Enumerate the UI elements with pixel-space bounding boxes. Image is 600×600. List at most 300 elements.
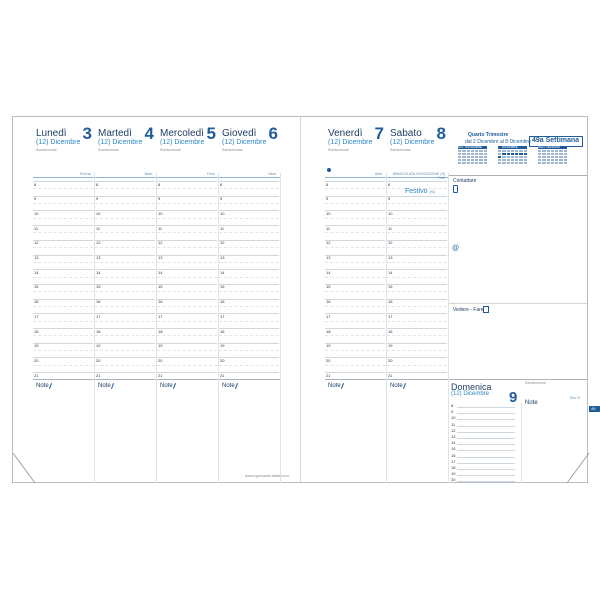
pen-icon xyxy=(341,383,344,389)
mini-calendar-day xyxy=(555,156,558,158)
hour-line[interactable] xyxy=(325,181,385,182)
friday-marker-dot xyxy=(327,168,331,172)
day-name: Martedì xyxy=(98,128,132,139)
mini-calendar-day xyxy=(484,159,487,161)
half-hour-line[interactable] xyxy=(95,350,155,351)
hour-line[interactable] xyxy=(95,343,155,344)
hour-line[interactable] xyxy=(157,196,217,197)
mini-calendar-day xyxy=(471,156,474,158)
hour-line[interactable] xyxy=(387,255,447,256)
hour-line[interactable] xyxy=(219,255,279,256)
half-hour-line[interactable] xyxy=(219,232,279,233)
half-hour-line[interactable] xyxy=(387,306,447,307)
half-hour-line[interactable] xyxy=(33,321,93,322)
hour-label: 18 xyxy=(96,328,101,334)
hour-line[interactable] xyxy=(95,255,155,256)
notes-divider xyxy=(219,379,281,380)
hour-line[interactable] xyxy=(387,240,447,241)
mini-calendar-day xyxy=(484,150,487,152)
hour-line[interactable] xyxy=(219,196,279,197)
half-hour-line[interactable] xyxy=(325,232,385,233)
hour-line[interactable] xyxy=(95,372,155,373)
half-hour-line[interactable] xyxy=(387,321,447,322)
day-saint: Amb. xyxy=(374,172,383,176)
hour-line[interactable] xyxy=(219,299,279,300)
hour-line[interactable] xyxy=(95,240,155,241)
day-number: 6 xyxy=(268,124,278,143)
half-hour-line[interactable] xyxy=(33,350,93,351)
sunday-hour-label: 17 xyxy=(451,458,456,464)
hour-label: 15 xyxy=(158,284,163,290)
half-hour-line[interactable] xyxy=(325,306,385,307)
hour-line[interactable] xyxy=(387,210,447,211)
mini-calendar-day xyxy=(547,159,550,161)
mini-calendar-day xyxy=(458,156,461,158)
half-hour-line[interactable] xyxy=(95,365,155,366)
hour-line[interactable] xyxy=(157,240,217,241)
half-hour-line[interactable] xyxy=(325,262,385,263)
day-sub: Sorriso/nome xyxy=(36,148,57,152)
half-hour-line[interactable] xyxy=(219,188,279,189)
day-date: (12) Dicembre xyxy=(222,139,267,146)
hour-line[interactable] xyxy=(157,357,217,358)
hour-line[interactable] xyxy=(325,240,385,241)
half-hour-line[interactable] xyxy=(325,188,385,189)
half-hour-line[interactable] xyxy=(33,365,93,366)
hour-line[interactable] xyxy=(325,328,385,329)
hour-label: 14 xyxy=(388,269,393,275)
mini-calendar-day xyxy=(471,159,474,161)
mini-calendar-day xyxy=(538,159,541,161)
hour-label: 20 xyxy=(388,357,393,363)
mini-calendar-day xyxy=(462,162,465,164)
half-hour-line[interactable] xyxy=(157,365,217,366)
day-name: Lunedì xyxy=(36,128,67,139)
week-tab[interactable] xyxy=(589,406,600,412)
mini-calendar-day xyxy=(462,153,465,155)
hour-line[interactable] xyxy=(325,313,385,314)
sunday-hour-line[interactable] xyxy=(457,419,515,420)
hour-label: 18 xyxy=(326,328,331,334)
mini-calendar-day xyxy=(458,153,461,155)
hour-line[interactable] xyxy=(219,240,279,241)
sunday-hour-line[interactable] xyxy=(457,475,515,476)
spine xyxy=(300,117,301,482)
mini-calendar-day xyxy=(462,156,465,158)
hour-line[interactable] xyxy=(33,372,93,373)
sunday-hour-line[interactable] xyxy=(457,444,515,445)
half-hour-line[interactable] xyxy=(219,321,279,322)
hour-line[interactable] xyxy=(325,284,385,285)
half-hour-line[interactable] xyxy=(33,218,93,219)
mini-calendar-day xyxy=(484,162,487,164)
hour-line[interactable] xyxy=(33,269,93,270)
half-hour-line[interactable] xyxy=(219,277,279,278)
hour-line[interactable] xyxy=(325,269,385,270)
hour-line[interactable] xyxy=(95,284,155,285)
hour-line[interactable] xyxy=(157,313,217,314)
sunday-hour-label: 18 xyxy=(451,465,456,470)
half-hour-line[interactable] xyxy=(95,188,155,189)
half-hour-line[interactable] xyxy=(387,262,447,263)
half-hour-line[interactable] xyxy=(325,335,385,336)
half-hour-line[interactable] xyxy=(95,262,155,263)
hour-line[interactable] xyxy=(157,269,217,270)
mini-calendar-day xyxy=(542,162,545,164)
day-date: (12) Dicembre xyxy=(36,139,81,146)
mini-calendar-day xyxy=(515,162,518,164)
hour-line[interactable] xyxy=(95,196,155,197)
sunday-hour-line[interactable] xyxy=(457,463,515,464)
hour-line[interactable] xyxy=(325,299,385,300)
half-hour-line[interactable] xyxy=(387,218,447,219)
hour-line[interactable] xyxy=(325,210,385,211)
mini-calendar-day xyxy=(559,150,562,152)
hour-line[interactable] xyxy=(95,269,155,270)
hour-label: 16 xyxy=(96,299,101,305)
quarter-range: dal 2 Dicembre al 8 Dicembre xyxy=(465,139,531,145)
half-hour-line[interactable] xyxy=(325,247,385,248)
hour-line[interactable] xyxy=(95,299,155,300)
half-hour-line[interactable] xyxy=(219,291,279,292)
half-hour-line[interactable] xyxy=(219,365,279,366)
hour-line[interactable] xyxy=(95,225,155,226)
sunday-hour-line[interactable] xyxy=(457,438,515,439)
mini-calendar-day xyxy=(471,150,474,152)
hour-label: 14 xyxy=(158,269,163,275)
hour-line[interactable] xyxy=(33,196,93,197)
sunday-hour-line[interactable] xyxy=(457,413,515,414)
hour-line[interactable] xyxy=(157,181,217,182)
hour-line[interactable] xyxy=(219,269,279,270)
mini-calendar-day xyxy=(479,159,482,161)
half-hour-line[interactable] xyxy=(157,218,217,219)
hour-label: 10 xyxy=(326,210,331,216)
day-date: (12) Dicembre xyxy=(390,139,435,146)
hour-line[interactable] xyxy=(33,225,93,226)
hour-line[interactable] xyxy=(325,255,385,256)
hour-line[interactable] xyxy=(387,313,447,314)
hour-line[interactable] xyxy=(157,225,217,226)
hour-label: 18 xyxy=(34,328,39,334)
hour-line[interactable] xyxy=(219,313,279,314)
hour-line[interactable] xyxy=(33,357,93,358)
notes-divider xyxy=(325,379,387,380)
hour-label: 20 xyxy=(34,357,39,363)
festivo-label xyxy=(405,188,435,195)
hour-label: 21 xyxy=(388,372,393,378)
hour-line[interactable] xyxy=(387,269,447,270)
footer-url: www.quovadis-italia.com xyxy=(245,473,289,478)
sunday-number: 9 xyxy=(509,389,518,406)
sunday-hour-label: 10 xyxy=(451,415,456,421)
day-sub: Sorriso/nome xyxy=(160,148,181,152)
mini-calendar-day xyxy=(511,162,514,164)
half-hour-line[interactable] xyxy=(219,247,279,248)
half-hour-line[interactable] xyxy=(387,247,447,248)
half-hour-line[interactable] xyxy=(219,218,279,219)
day-sub: Sorriso/nome xyxy=(390,148,411,152)
notes-divider xyxy=(157,379,219,380)
day-saint: IMMACOLATA CONCEZIONE (S) xyxy=(392,172,445,176)
mini-calendar-day xyxy=(502,153,505,155)
hour-label: 19 xyxy=(326,343,331,349)
hour-line[interactable] xyxy=(33,284,93,285)
half-hour-line[interactable] xyxy=(95,291,155,292)
hour-line[interactable] xyxy=(95,313,155,314)
half-hour-line[interactable] xyxy=(157,306,217,307)
hour-line[interactable] xyxy=(95,328,155,329)
mini-calendar-day xyxy=(547,156,550,158)
hour-line[interactable] xyxy=(95,357,155,358)
mini-calendar-day xyxy=(507,159,510,161)
hour-line[interactable] xyxy=(387,181,447,182)
sunday-hour-label: 8 xyxy=(451,403,454,408)
half-hour-line[interactable] xyxy=(325,350,385,351)
half-hour-line[interactable] xyxy=(157,247,217,248)
hour-line[interactable] xyxy=(157,328,217,329)
half-hour-line[interactable] xyxy=(157,350,217,351)
hour-line[interactable] xyxy=(387,343,447,344)
half-hour-line[interactable] xyxy=(387,203,447,204)
mini-calendar-day xyxy=(475,156,478,158)
half-hour-line[interactable] xyxy=(95,203,155,204)
hour-label: 13 xyxy=(326,255,331,260)
half-hour-line[interactable] xyxy=(33,306,93,307)
hour-label: 17 xyxy=(96,313,101,319)
hour-label: 8 xyxy=(96,181,99,187)
day-saint: Barb. xyxy=(144,172,153,176)
hour-line[interactable] xyxy=(219,372,279,373)
half-hour-line[interactable] xyxy=(95,218,155,219)
half-hour-line[interactable] xyxy=(387,350,447,351)
half-hour-line[interactable] xyxy=(325,218,385,219)
half-hour-line[interactable] xyxy=(33,203,93,204)
note-icon xyxy=(483,306,489,313)
mini-calendar-day xyxy=(519,159,522,161)
half-hour-line[interactable] xyxy=(95,306,155,307)
half-hour-line[interactable] xyxy=(95,247,155,248)
half-hour-line[interactable] xyxy=(157,291,217,292)
hour-line[interactable] xyxy=(387,196,447,197)
mini-calendar-day xyxy=(524,162,527,164)
hour-line[interactable] xyxy=(33,255,93,256)
day-column-left-1 xyxy=(95,117,157,483)
notes-label: Note xyxy=(328,383,341,389)
half-hour-line[interactable] xyxy=(95,277,155,278)
half-hour-line[interactable] xyxy=(157,335,217,336)
hour-label: 18 xyxy=(158,328,163,334)
half-hour-line[interactable] xyxy=(387,277,447,278)
sunday-hour-label: 13 xyxy=(451,434,456,439)
day-number: 8 xyxy=(436,124,446,143)
hour-line[interactable] xyxy=(157,343,217,344)
mini-calendar-day xyxy=(467,153,470,155)
sunday-hour-line[interactable] xyxy=(457,432,515,433)
hour-label: 13 xyxy=(388,255,393,260)
half-hour-line[interactable] xyxy=(95,335,155,336)
hour-line[interactable] xyxy=(33,328,93,329)
notes-label: Note xyxy=(390,383,403,389)
hour-label: 14 xyxy=(220,269,225,275)
half-hour-line[interactable] xyxy=(325,365,385,366)
sunday-hour-line[interactable] xyxy=(457,481,515,482)
vedere-label: Vedere - Fare xyxy=(453,307,484,313)
day-header-line xyxy=(157,177,219,178)
half-hour-line[interactable] xyxy=(33,188,93,189)
half-hour-line[interactable] xyxy=(33,291,93,292)
hour-label: 18 xyxy=(220,328,225,334)
hour-line[interactable] xyxy=(219,181,279,182)
sunday-notes-label: Note xyxy=(525,400,538,406)
hour-label: 16 xyxy=(388,299,393,305)
sunday-hour-line[interactable] xyxy=(457,426,515,427)
half-hour-line[interactable] xyxy=(33,277,93,278)
half-hour-line[interactable] xyxy=(33,247,93,248)
mini-calendar-day xyxy=(471,153,474,155)
half-hour-line[interactable] xyxy=(157,188,217,189)
mini-calendar-day xyxy=(515,153,518,155)
half-hour-line[interactable] xyxy=(219,350,279,351)
hour-line[interactable] xyxy=(219,225,279,226)
half-hour-line[interactable] xyxy=(95,321,155,322)
hour-label: 9 xyxy=(388,196,391,202)
half-hour-line[interactable] xyxy=(387,291,447,292)
hour-line[interactable] xyxy=(325,357,385,358)
hour-line[interactable] xyxy=(219,328,279,329)
half-hour-line[interactable] xyxy=(325,277,385,278)
day-sub: Sorriso/nome xyxy=(222,148,243,152)
hour-line[interactable] xyxy=(157,210,217,211)
half-hour-line[interactable] xyxy=(219,335,279,336)
half-hour-line[interactable] xyxy=(157,232,217,233)
hour-label: 15 xyxy=(326,284,331,290)
half-hour-line[interactable] xyxy=(33,232,93,233)
week-tab-label: 49 xyxy=(591,406,596,411)
half-hour-line[interactable] xyxy=(219,306,279,307)
mini-calendar-day xyxy=(458,159,461,161)
hour-line[interactable] xyxy=(387,284,447,285)
hour-label: 19 xyxy=(220,343,225,349)
notes-divider xyxy=(95,379,157,380)
mini-calendar-day xyxy=(538,153,541,155)
hour-line[interactable] xyxy=(157,255,217,256)
half-hour-line[interactable] xyxy=(325,291,385,292)
half-hour-line[interactable] xyxy=(157,321,217,322)
hour-line[interactable] xyxy=(325,372,385,373)
pen-icon xyxy=(235,383,238,389)
hour-line[interactable] xyxy=(387,357,447,358)
half-hour-line[interactable] xyxy=(157,203,217,204)
hour-line[interactable] xyxy=(33,299,93,300)
mini-calendar-day xyxy=(515,150,518,152)
mini-calendar-day xyxy=(507,150,510,152)
sunday-hour-line[interactable] xyxy=(457,450,515,451)
mini-calendar-day xyxy=(462,159,465,161)
hour-line[interactable] xyxy=(387,299,447,300)
half-hour-line[interactable] xyxy=(95,232,155,233)
day-name: Venerdì xyxy=(328,128,363,139)
hour-line[interactable] xyxy=(157,372,217,373)
contattare-label: Contattare xyxy=(453,178,477,184)
mini-calendar-day xyxy=(479,150,482,152)
hour-line[interactable] xyxy=(219,210,279,211)
hour-label: 21 xyxy=(96,372,101,378)
hour-line[interactable] xyxy=(325,196,385,197)
day-column-left-0 xyxy=(33,117,95,483)
sunday-hour-line[interactable] xyxy=(457,457,515,458)
half-hour-line[interactable] xyxy=(33,262,93,263)
sunday-hour-label: 19 xyxy=(451,471,456,477)
sunday-hour-line[interactable] xyxy=(457,469,515,470)
mini-calendar-day xyxy=(555,153,558,155)
hour-line[interactable] xyxy=(325,343,385,344)
mini-calendar-day xyxy=(524,159,527,161)
half-hour-line[interactable] xyxy=(325,203,385,204)
sunday-hour-label: 9 xyxy=(451,409,454,415)
hour-line[interactable] xyxy=(157,284,217,285)
hour-line[interactable] xyxy=(219,284,279,285)
mini-calendar-december-label: DICEMBRE xyxy=(502,145,518,149)
hour-label: 16 xyxy=(34,299,39,305)
day-sub: Sorriso/nome xyxy=(98,148,119,152)
mini-calendar-day xyxy=(484,153,487,155)
half-hour-line[interactable] xyxy=(387,335,447,336)
half-hour-line[interactable] xyxy=(387,365,447,366)
hour-line[interactable] xyxy=(219,343,279,344)
mini-calendar-december xyxy=(498,146,527,176)
pen-icon xyxy=(49,383,52,389)
hour-label: 12 xyxy=(220,240,225,246)
sunday-hour-line[interactable] xyxy=(457,407,515,408)
day-column-left-2 xyxy=(157,117,219,483)
hour-line[interactable] xyxy=(157,299,217,300)
hour-line[interactable] xyxy=(33,313,93,314)
hour-line[interactable] xyxy=(33,343,93,344)
half-hour-line[interactable] xyxy=(219,262,279,263)
festivo-text: Festivo xyxy=(405,188,428,195)
mini-calendar-day xyxy=(519,156,522,158)
hour-line[interactable] xyxy=(387,328,447,329)
half-hour-line[interactable] xyxy=(387,232,447,233)
hour-line[interactable] xyxy=(95,210,155,211)
hour-label: 8 xyxy=(388,181,391,187)
hour-line[interactable] xyxy=(33,181,93,182)
mini-calendar-day xyxy=(551,156,554,158)
hour-line[interactable] xyxy=(325,225,385,226)
notes-label: Note xyxy=(222,383,235,389)
half-hour-line[interactable] xyxy=(157,277,217,278)
hour-line[interactable] xyxy=(387,225,447,226)
half-hour-line[interactable] xyxy=(219,203,279,204)
half-hour-line[interactable] xyxy=(325,321,385,322)
hour-label: 21 xyxy=(34,372,39,378)
hour-line[interactable] xyxy=(95,181,155,182)
mini-calendar-day xyxy=(564,162,567,164)
mini-calendar-day xyxy=(502,162,505,164)
mini-calendar-day xyxy=(542,159,545,161)
hour-label: 10 xyxy=(96,210,101,216)
hour-line[interactable] xyxy=(219,357,279,358)
sunday-vline xyxy=(521,403,522,483)
hour-line[interactable] xyxy=(33,240,93,241)
half-hour-line[interactable] xyxy=(157,262,217,263)
hour-line[interactable] xyxy=(387,372,447,373)
half-hour-line[interactable] xyxy=(33,335,93,336)
mini-calendar-day xyxy=(467,150,470,152)
mini-calendar-january-label: GEN. GENNAIO xyxy=(538,145,561,149)
hour-line[interactable] xyxy=(33,210,93,211)
